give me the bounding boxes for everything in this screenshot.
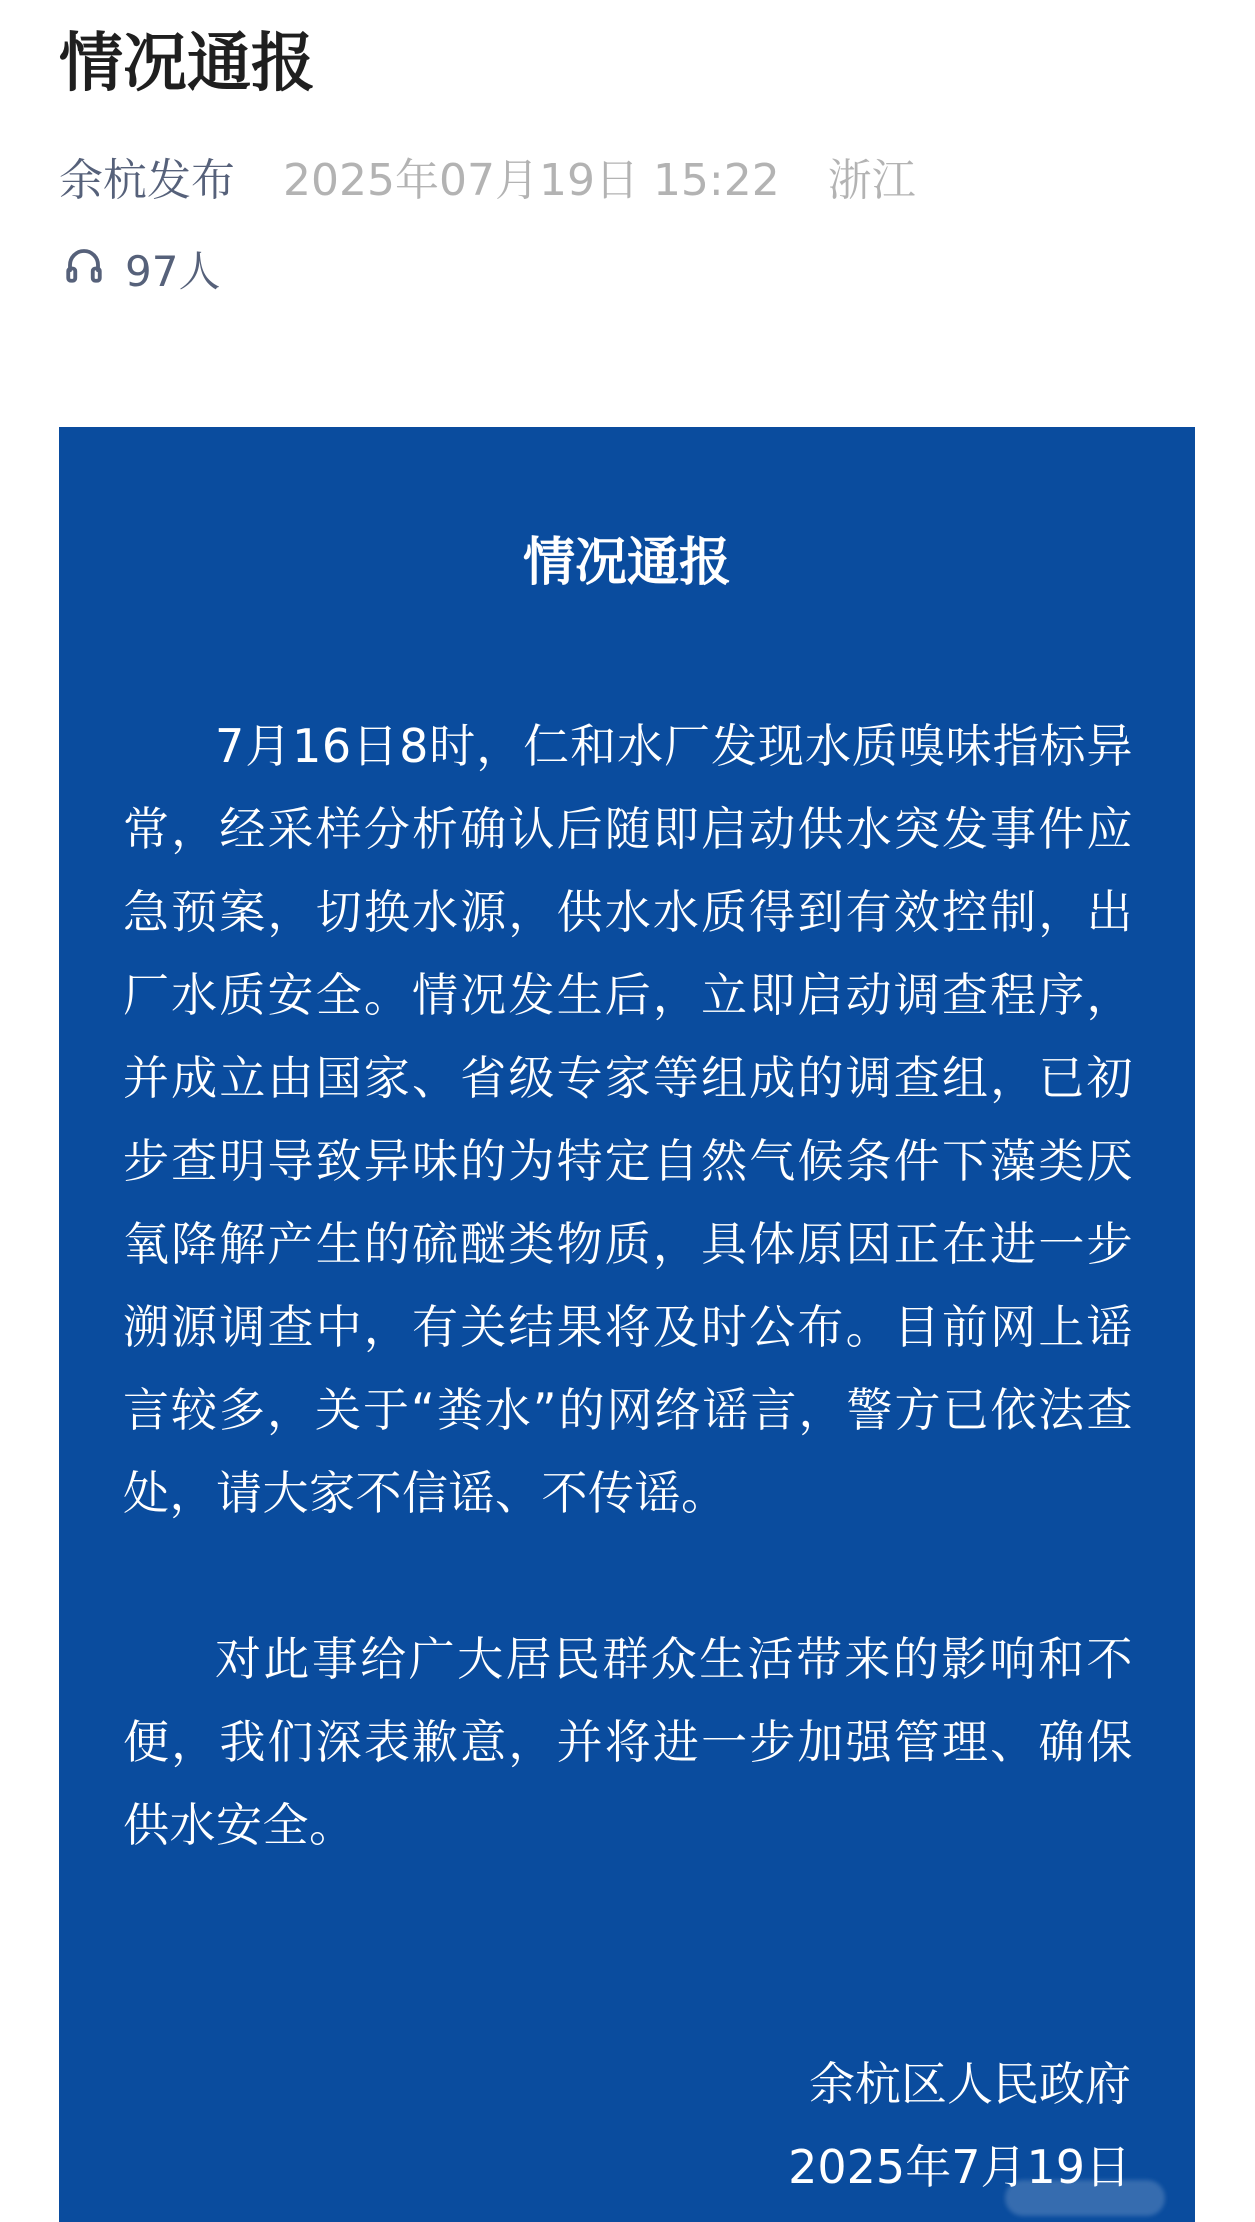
notice-image [59,427,1195,2222]
notice-body [123,705,1133,1867]
watermark [1005,2180,1165,2216]
signature-date: 2025年7月19日 [788,2140,1131,2194]
page-title: 情况通报 [59,27,315,101]
article-meta [59,153,916,209]
headphones-icon [63,244,125,300]
publish-datetime: 2025年07月19日 15:22 [283,155,780,206]
publish-region: 浙江 [827,155,916,206]
listen-button[interactable] [63,244,220,300]
listener-count: 97人 [125,247,221,296]
notice-title: 情况通报 [522,533,731,593]
notice-paragraph: 7月16日8时，仁和水厂发现水质嗅味指标异常，经采样分析确认后随即启动供水突发事件应急预案，切换水源，供水水质得到有效控制，出厂水质安全。情况发生后，立即启动调查程序，并成立由国家、省级专家等组成的调查组，已初步查明导致异味的为特定自然气候条件下藻类厌氧降解产生的硫醚类物质，具体原因正在进一步溯源调查中，有关结果将及时公布。目前网上谣言较多，关于“粪水”的网络谣言，警方已依法查处，请大家不信谣、不传谣。 [123,719,1133,1520]
source-account-link[interactable]: 余杭发布 [59,155,235,206]
signature-organization: 余杭区人民政府 [809,2057,1131,2111]
notice-paragraph: 对此事给广大居民群众生活带来的影响和不便，我们深表歉意，并将进一步加强管理、确保供水安全。 [123,1632,1133,1852]
